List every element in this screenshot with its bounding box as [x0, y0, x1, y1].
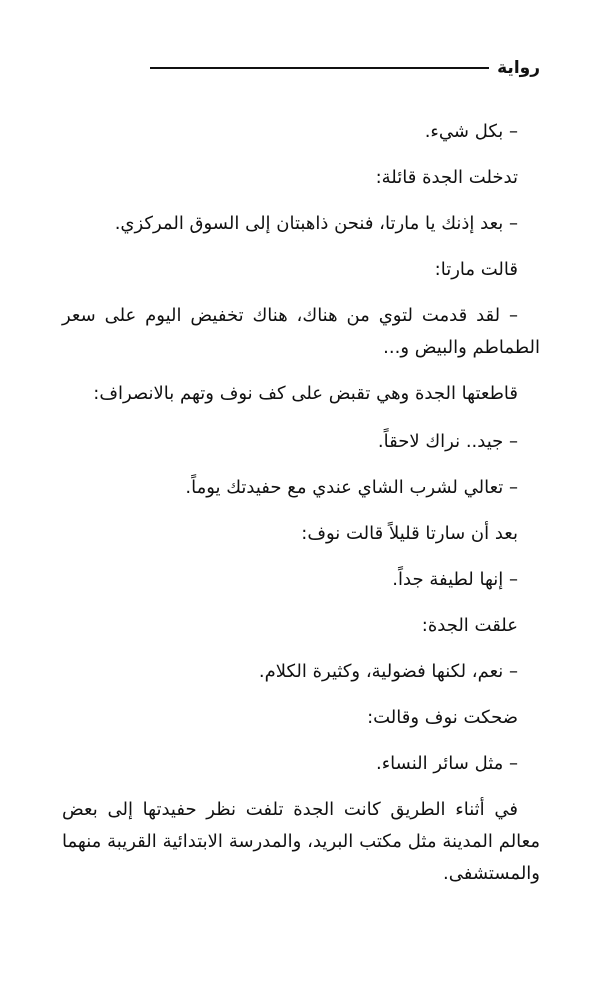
paragraph: في أثناء الطريق كانت الجدة تلفت نظر حفيدتها إلى بعض معالم المدينة مثل مكتب البريد، والمدرسة الابتدائية القريبة منهما والمستشفى. [62, 799, 540, 884]
page-body [62, 116, 540, 906]
paragraph: – نعم، لكنها فضولية، وكثيرة الكلام. [258, 661, 518, 682]
paragraph: – مثل سائر النساء. [375, 753, 518, 774]
paragraph: – بعد إذنك يا مارتا، فنحن ذاهبتان إلى السوق المركزي. [114, 213, 518, 234]
paragraph: بعد أن سارتا قليلاً قالت نوف: [301, 523, 518, 544]
paragraph: تدخلت الجدة قائلة: [375, 167, 518, 188]
paragraph: – جيد.. نراك لاحقاً. [377, 431, 518, 452]
paragraph: قاطعتها الجدة وهي تقبض على كف نوف وتهم بالانصراف: [93, 383, 518, 404]
paragraph: علقت الجدة: [421, 615, 518, 636]
paragraph: – لقد قدمت لتوي من هناك، هناك تخفيض اليوم على سعر الطماطم والبيض و... [62, 305, 540, 358]
header-rule [150, 67, 489, 69]
paragraph: – إنها لطيفة جداً. [392, 569, 518, 590]
paragraph: – بكل شيء. [424, 121, 518, 142]
paragraph: – تعالي لشرب الشاي عندي مع حفيدتك يوماً. [185, 477, 518, 498]
paragraph: ضحكت نوف وقالت: [367, 707, 518, 728]
paragraph: قالت مارتا: [434, 259, 518, 280]
running-header [150, 56, 540, 80]
section-title: رواية [497, 58, 540, 78]
